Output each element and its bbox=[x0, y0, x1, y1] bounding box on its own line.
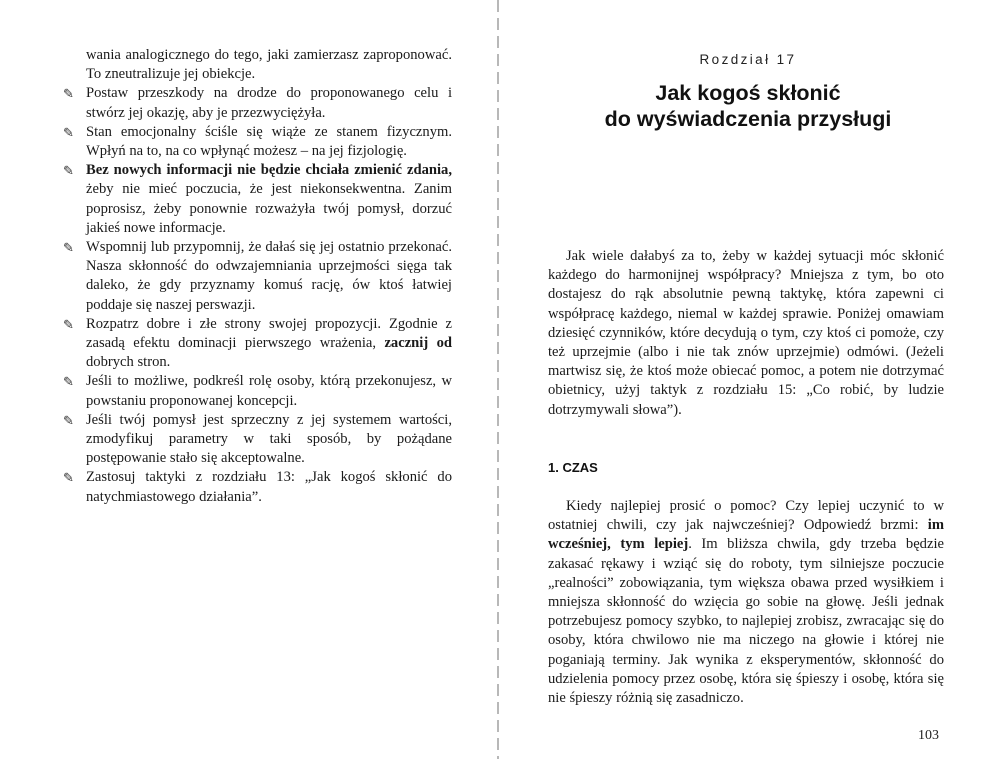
pencil-icon: ✎ bbox=[63, 470, 74, 486]
pencil-icon: ✎ bbox=[63, 316, 74, 332]
pencil-icon: ✎ bbox=[63, 124, 74, 140]
chapter-title bbox=[500, 80, 996, 132]
right-page bbox=[500, 0, 996, 759]
section-heading: 1. CZAS bbox=[548, 460, 598, 475]
section-text-bold: im wcześniej, tym lepiej bbox=[548, 517, 944, 553]
chapter-label: Rozdział 17 bbox=[699, 52, 797, 67]
left-page-body bbox=[60, 46, 452, 507]
pencil-icon: ✎ bbox=[63, 240, 74, 256]
page-number: 103 bbox=[918, 728, 939, 743]
section-text-post: . Im bliższa chwila, gdy trzeba będzie zakasać rękawy i wziąć się do roboty, tym silniejsze poczucie „realności” zobowiązania, tym większa obawa przed wysiłkiem i mniejsza skłonność do wzięcia go sobie na głowę. Jeśli jednak potrzebujesz pomocy szybko, to najlepiej zrobisz, zwracając się do osoby, która chwilowo nie ma niczego na głowie i której nie poganiają terminy. Jak wynika z eksperymentów, skłonność do udzielenia pomocy przez osobę, która się śpieszy i osobę, która się nie śpieszy różnią się zasadniczo. bbox=[548, 536, 944, 707]
section-text-pre: Kiedy najlepiej prosić o pomoc? Czy lepiej uczynić to w ostatniej chwili, czy jak najwcześniej? Odpowiedź brzmi: bbox=[548, 498, 944, 534]
bullet-text: Wspomnij lub przypomnij, że dałaś się jej ostatnio przekonać. Nasza skłonność do odwzajemniania uprzejmości sięga tak daleko, że gdy przyznamy komuś rację, ów ktoś łatwiej poddaje się naszej perswazji. bbox=[86, 239, 452, 313]
book-gutter bbox=[497, 0, 499, 759]
bullet-item-7 bbox=[60, 411, 452, 469]
bullet-text-tail: dobrych stron. bbox=[86, 354, 171, 371]
bullet-text: Postaw przeszkody na drodze do proponowanego celu i stwórz jej okazję, aby je przezwyciężyła. bbox=[86, 85, 452, 121]
bullet-item-8 bbox=[60, 468, 452, 506]
bullet-text: Jeśli twój pomysł jest sprzeczny z jej systemem wartości, zmodyfikuj parametry w taki sposób, by pożądane postępowanie stało się akceptowalne. bbox=[86, 411, 452, 467]
section-paragraph bbox=[548, 497, 944, 708]
pencil-icon: ✎ bbox=[63, 86, 74, 102]
bullet-bold-tail: zacznij od bbox=[384, 335, 453, 352]
pencil-icon: ✎ bbox=[63, 412, 74, 428]
bullet-item-5 bbox=[60, 315, 452, 373]
intro-paragraph: Jak wiele dałabyś za to, żeby w każdej sytuacji móc skłonić każdego do harmonijnej współpracy? Mniejsza z tym, bo oto dostajesz do rąk absolutnie pewną taktykę, która zapewni ci współpracę każdego, niemal w każdej sprawie. Poniżej omawiam dziesięć czynników, które decydują o tym, czy ktoś ci pomoże, czy też uprzejmie (albo i nie tak znów uprzejmie) odmówi. (Jeżeli martwisz się, że ktoś może obiecać pomoc, a potem nie dotrzymać obietnicy, użyj taktyk z rozdziału 15: „Co robić, by ludzie dotrzymywali słowa”). bbox=[548, 248, 944, 418]
chapter-title-line-1: Jak kogoś skłonić bbox=[655, 81, 841, 105]
pencil-icon: ✎ bbox=[63, 163, 74, 179]
chapter-title-line-2: do wyświadczenia przysługi bbox=[604, 107, 892, 131]
bullet-item-2 bbox=[60, 123, 452, 161]
bullet-item-1 bbox=[60, 84, 452, 122]
bullet-text: Jeśli to możliwe, podkreśl rolę osoby, którą przekonujesz, w powstaniu proponowanej koncepcji. bbox=[86, 373, 452, 409]
bullet-text: Rozpatrz dobre i złe strony swojej propozycji. Zgodnie z zasadą efektu dominacji pierwszego wrażenia, bbox=[86, 315, 452, 352]
bullet-item-4 bbox=[60, 238, 452, 315]
bullet-item-6 bbox=[60, 372, 452, 410]
bullet-item-3 bbox=[60, 161, 452, 238]
bullet-text: Zastosuj taktyki z rozdziału 13: „Jak kogoś skłonić do natychmiastowego działania”. bbox=[86, 469, 452, 505]
continuation-paragraph: wania analogicznego do tego, jaki zamierzasz zaproponować. To zneutralizuje jej obiekcje. bbox=[86, 47, 452, 83]
bullet-bold-lead: Bez nowych informacji nie będzie chciała zmienić zdania, bbox=[86, 162, 452, 179]
bullet-text: Stan emocjonalny ściśle się wiąże ze stanem fizycznym. Wpłyń na to, na co wpłynąć możesz – na jej fizjologię. bbox=[86, 123, 452, 160]
left-page bbox=[0, 0, 497, 759]
bullet-text: żeby nie mieć poczucia, że jest niekonsekwentna. Zanim poprosisz, żeby ponownie rozważyła twój pomysł, dorzuć jakieś nowe informacje. bbox=[86, 181, 452, 236]
pencil-icon: ✎ bbox=[63, 374, 74, 390]
